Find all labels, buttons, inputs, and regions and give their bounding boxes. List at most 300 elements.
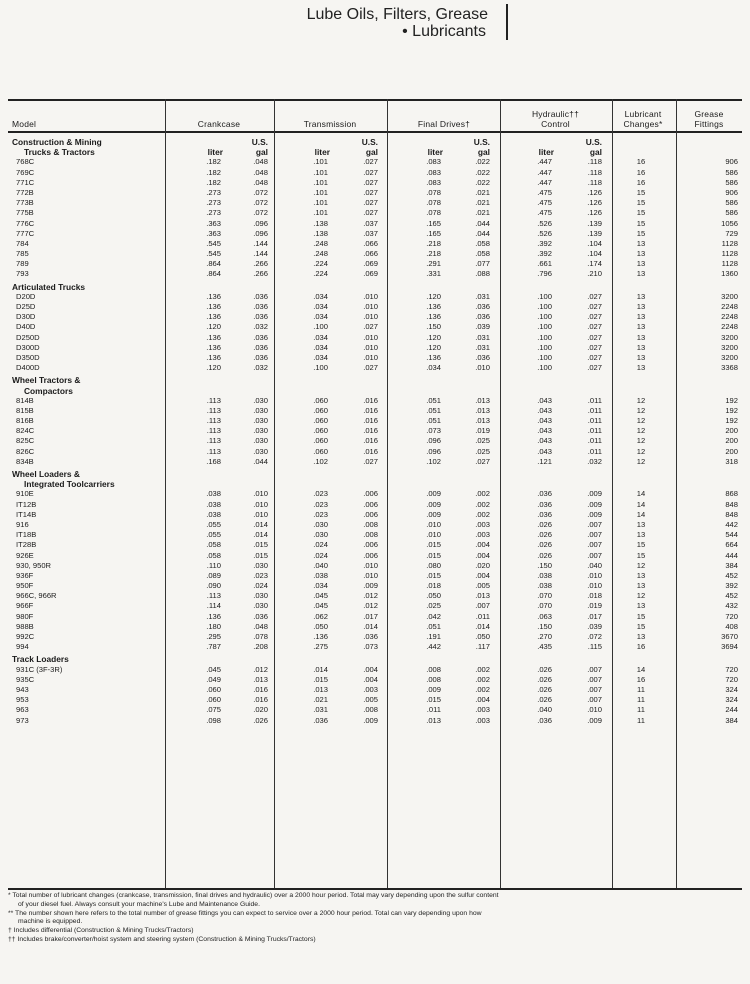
value-cell: .060 (313, 395, 328, 405)
page-header (240, 6, 488, 40)
value-cell: .037 (363, 218, 378, 228)
value-cell: 13 (636, 238, 646, 248)
model-cell: D300D (16, 342, 40, 352)
model-cell: 773B (16, 198, 34, 208)
value-cell: .019 (587, 601, 602, 611)
value-cell: .150 (426, 322, 441, 332)
value-cell: 14 (636, 489, 646, 499)
value-cell: .016 (363, 405, 378, 415)
value-cell: .126 (587, 198, 602, 208)
value-cell: .020 (253, 705, 268, 715)
value-cell: .016 (363, 416, 378, 426)
value-cell: .100 (313, 322, 328, 332)
value-cell: 13 (636, 312, 646, 322)
value-cell: .331 (426, 269, 441, 279)
value-cell: .034 (313, 342, 328, 352)
value-cell: .031 (313, 705, 328, 715)
value-cell: .100 (537, 291, 552, 301)
value-cell: 3670 (721, 632, 738, 641)
value-cell: .030 (253, 426, 268, 436)
value-cell: .136 (206, 342, 221, 352)
value-cell: .027 (363, 167, 378, 177)
value-cell: .126 (587, 187, 602, 197)
value-cell: .010 (587, 570, 602, 580)
value-cell: .098 (206, 715, 221, 725)
model-cell: 943 (16, 684, 29, 694)
value-cell: 192 (725, 416, 738, 426)
value-cell: .036 (253, 302, 268, 311)
value-cell: 3200 (721, 332, 738, 342)
table-row (8, 665, 742, 675)
value-cell: .036 (363, 632, 378, 641)
model-cell: 825C (16, 436, 35, 446)
model-cell: 936F (16, 570, 34, 580)
value-cell: 200 (725, 436, 738, 446)
model-cell: 793 (16, 269, 29, 279)
value-cell: 392 (725, 581, 738, 591)
section-title-text: Wheel Tractors & (12, 375, 81, 386)
table-row (8, 571, 742, 581)
value-cell: .009 (426, 489, 441, 499)
value-cell: .270 (537, 632, 552, 641)
value-cell: .083 (426, 177, 441, 187)
value-cell: .015 (313, 674, 328, 684)
value-cell: .015 (426, 695, 441, 705)
section-title (8, 147, 742, 157)
value-cell: .066 (363, 249, 378, 259)
value-cell: .006 (363, 499, 378, 509)
model-cell: 910E (16, 489, 34, 499)
value-cell: .096 (253, 218, 268, 228)
footnote: * Total number of lubricant changes (crankcase, transmission, final drives and hydraulic) over a 2000 hour period. Total may vary depending upon the sulfur content (8, 892, 499, 899)
value-cell: .070 (537, 601, 552, 611)
value-cell: .266 (253, 259, 268, 269)
unit-label: liter (207, 147, 223, 158)
value-cell: .080 (426, 560, 441, 570)
value-cell: .447 (537, 157, 552, 167)
value-cell: .165 (426, 228, 441, 238)
value-cell: .036 (537, 509, 552, 519)
value-cell: .044 (475, 218, 490, 228)
value-cell: 408 (725, 621, 738, 631)
value-cell: .030 (253, 560, 268, 570)
value-cell: .022 (475, 157, 490, 167)
value-cell: 318 (725, 456, 738, 466)
value-cell: .038 (537, 581, 552, 591)
value-cell: .010 (587, 581, 602, 591)
value-cell: .027 (475, 456, 490, 466)
lubricant-table (8, 99, 742, 728)
value-cell: .150 (537, 621, 552, 631)
value-cell: 12 (636, 560, 646, 570)
footnote-continuation: machine is equipped. (18, 918, 83, 926)
value-cell: .002 (475, 664, 490, 674)
value-cell: .026 (537, 684, 552, 694)
value-cell: .036 (253, 352, 268, 362)
value-cell: .003 (363, 684, 378, 694)
value-cell: 14 (636, 499, 646, 509)
value-cell: .003 (475, 519, 490, 529)
value-cell: .003 (475, 715, 490, 725)
value-cell: .126 (587, 208, 602, 218)
model-cell: 776C (16, 218, 35, 228)
value-cell: .006 (363, 550, 378, 560)
table-row (8, 642, 742, 652)
value-cell: 586 (725, 208, 738, 218)
value-cell: .018 (587, 591, 602, 601)
value-cell: .034 (313, 352, 328, 362)
value-cell: .180 (206, 621, 221, 631)
unit-label: U.S. (361, 137, 378, 147)
value-cell: .017 (363, 611, 378, 621)
value-cell: .036 (253, 332, 268, 342)
value-cell: 848 (725, 499, 738, 509)
value-cell: .010 (363, 570, 378, 580)
col-lubricant-changes: Lubricant Changes* (623, 109, 663, 129)
table-row (8, 259, 742, 269)
section-title-text: Compactors (24, 385, 73, 396)
value-cell: .210 (587, 269, 602, 279)
column-divider (500, 99, 501, 888)
value-cell: .110 (206, 560, 221, 570)
section-title (8, 469, 742, 479)
value-cell: .026 (537, 695, 552, 705)
value-cell: .021 (475, 208, 490, 218)
value-cell: .072 (253, 198, 268, 208)
value-cell: .002 (475, 499, 490, 509)
footnote: †† Includes brake/converter/hoist system and steering system (Construction & Mining Trucks/Tractors) (8, 935, 316, 943)
value-cell: 200 (725, 446, 738, 456)
value-cell: .060 (313, 405, 328, 415)
value-cell: .036 (475, 352, 490, 362)
value-cell: .015 (253, 540, 268, 550)
value-cell: .027 (363, 187, 378, 197)
value-cell: .083 (426, 157, 441, 167)
value-cell: .010 (363, 332, 378, 342)
value-cell: 13 (636, 249, 646, 259)
value-cell: .036 (253, 291, 268, 301)
value-cell: 3200 (721, 291, 738, 301)
value-cell: .039 (475, 322, 490, 332)
value-cell: .136 (313, 632, 328, 641)
value-cell: .096 (426, 436, 441, 446)
value-cell: 12 (636, 456, 646, 466)
table-row (8, 168, 742, 178)
value-cell: .012 (253, 664, 268, 674)
value-cell: .138 (313, 228, 328, 238)
value-cell: .008 (363, 519, 378, 529)
value-cell: .024 (253, 581, 268, 591)
value-cell: .030 (253, 591, 268, 601)
value-cell: .034 (313, 302, 328, 311)
value-cell: 12 (636, 446, 646, 456)
value-cell: .027 (587, 363, 602, 373)
model-cell: 784 (16, 238, 29, 248)
value-cell: .051 (426, 621, 441, 631)
value-cell: .010 (426, 530, 441, 540)
value-cell: .007 (587, 664, 602, 674)
value-cell: 192 (725, 405, 738, 415)
table-row (8, 208, 742, 218)
value-cell: .120 (426, 291, 441, 301)
column-divider (676, 99, 677, 888)
value-cell: .096 (253, 228, 268, 238)
value-cell: 12 (636, 436, 646, 446)
model-cell: D250D (16, 332, 40, 342)
value-cell: .275 (313, 642, 328, 652)
value-cell: .136 (206, 312, 221, 322)
model-cell: D30D (16, 312, 36, 322)
value-cell: .010 (426, 519, 441, 529)
value-cell: 15 (636, 208, 646, 218)
table-row (8, 157, 742, 167)
value-cell: .136 (206, 352, 221, 362)
value-cell: .026 (537, 664, 552, 674)
value-cell: .102 (426, 456, 441, 466)
table-row (8, 188, 742, 198)
value-cell: .030 (253, 395, 268, 405)
value-cell: .007 (587, 530, 602, 540)
value-cell: 15 (636, 621, 646, 631)
table-row (8, 675, 742, 685)
value-cell: .363 (206, 218, 221, 228)
model-cell: D350D (16, 352, 40, 362)
value-cell: .015 (426, 550, 441, 560)
value-cell: .392 (537, 249, 552, 259)
value-cell: 384 (725, 560, 738, 570)
value-cell: .030 (253, 416, 268, 426)
table-row (8, 716, 742, 726)
value-cell: .168 (206, 456, 221, 466)
value-cell: .010 (363, 302, 378, 311)
value-cell: .136 (426, 302, 441, 311)
value-cell: .101 (313, 198, 328, 208)
value-cell: .139 (587, 218, 602, 228)
model-cell: 966C, 966R (16, 591, 57, 601)
value-cell: .006 (363, 489, 378, 499)
value-cell: .224 (313, 259, 328, 269)
value-cell: .043 (537, 395, 552, 405)
value-cell: .545 (206, 249, 221, 259)
value-cell: .273 (206, 187, 221, 197)
value-cell: .027 (363, 363, 378, 373)
value-cell: .027 (587, 312, 602, 322)
value-cell: .032 (253, 322, 268, 332)
value-cell: 452 (725, 591, 738, 601)
value-cell: .018 (426, 581, 441, 591)
value-cell: .009 (363, 581, 378, 591)
table-row (8, 219, 742, 229)
value-cell: 432 (725, 601, 738, 611)
value-cell: .026 (537, 519, 552, 529)
value-cell: .526 (537, 228, 552, 238)
value-cell: .117 (475, 642, 490, 652)
value-cell: .025 (475, 436, 490, 446)
table-row (8, 249, 742, 259)
table-row (8, 406, 742, 416)
value-cell: .475 (537, 208, 552, 218)
model-cell: 953 (16, 695, 29, 705)
value-cell: .045 (313, 591, 328, 601)
value-cell: .030 (313, 519, 328, 529)
value-cell: 16 (636, 642, 646, 652)
table-row (8, 500, 742, 510)
value-cell: .062 (313, 611, 328, 621)
footnote: ** The number shown here refers to the total number of grease fittings you can expect to service over a 2000 hour period. Total can vary depending upon how (8, 909, 482, 917)
value-cell: 14 (636, 509, 646, 519)
table-row (8, 561, 742, 571)
value-cell: .030 (313, 530, 328, 540)
value-cell: .032 (253, 363, 268, 373)
value-cell: .016 (363, 446, 378, 456)
value-cell: .004 (475, 540, 490, 550)
value-cell: 1128 (721, 259, 738, 269)
table-row (8, 510, 742, 520)
value-cell: 720 (725, 611, 738, 621)
value-cell: .077 (475, 259, 490, 269)
value-cell: .073 (426, 426, 441, 436)
model-cell: 931C (3F-3R) (16, 664, 63, 674)
value-cell: .083 (426, 167, 441, 177)
model-cell: 816B (16, 416, 34, 426)
value-cell: 15 (636, 611, 646, 621)
value-cell: .005 (475, 581, 490, 591)
value-cell: .136 (206, 291, 221, 301)
value-cell: .014 (313, 664, 328, 674)
value-cell: .661 (537, 259, 552, 269)
value-cell: 12 (636, 426, 646, 436)
value-cell: .031 (475, 332, 490, 342)
value-cell: .101 (313, 208, 328, 218)
model-cell: 834B (16, 456, 34, 466)
model-cell: 824C (16, 426, 35, 436)
table-row (8, 632, 742, 642)
table-row (8, 312, 742, 322)
value-cell: .043 (537, 405, 552, 415)
value-cell: .005 (363, 695, 378, 705)
value-cell: .218 (426, 249, 441, 259)
value-cell: .043 (537, 416, 552, 426)
value-cell: .787 (206, 642, 221, 652)
value-cell: .075 (206, 705, 221, 715)
table-row (8, 333, 742, 343)
value-cell: .266 (253, 269, 268, 279)
value-cell: 13 (636, 352, 646, 362)
table-row (8, 343, 742, 353)
model-cell: 992C (16, 632, 35, 641)
table-row (8, 520, 742, 530)
value-cell: .475 (537, 198, 552, 208)
table-row (8, 591, 742, 601)
value-cell: 324 (725, 684, 738, 694)
value-cell: 11 (637, 695, 645, 705)
value-cell: .013 (475, 405, 490, 415)
value-cell: .101 (313, 187, 328, 197)
value-cell: .100 (537, 322, 552, 332)
value-cell: .864 (206, 269, 221, 279)
value-cell: .138 (313, 218, 328, 228)
table-row (8, 322, 742, 332)
value-cell: .104 (587, 249, 602, 259)
model-cell: 768C (16, 157, 35, 167)
value-cell: .007 (587, 695, 602, 705)
value-cell: .096 (426, 446, 441, 456)
value-cell: 12 (636, 416, 646, 426)
value-cell: .043 (537, 426, 552, 436)
value-cell: .113 (206, 426, 221, 436)
model-cell: 926E (16, 550, 34, 560)
model-cell: 772B (16, 187, 34, 197)
value-cell: 12 (636, 591, 646, 601)
value-cell: 720 (725, 674, 738, 684)
value-cell: .036 (313, 715, 328, 725)
value-cell: 11 (637, 684, 645, 694)
value-cell: 11 (637, 705, 645, 715)
value-cell: .118 (587, 167, 602, 177)
value-cell: .014 (363, 621, 378, 631)
value-cell: .004 (363, 674, 378, 684)
section-title (8, 282, 742, 292)
table-row (8, 353, 742, 363)
value-cell: .044 (475, 228, 490, 238)
value-cell: .273 (206, 198, 221, 208)
value-cell: .027 (587, 322, 602, 332)
value-cell: .036 (253, 342, 268, 352)
section-title-text: Construction & Mining (12, 137, 102, 147)
unit-label: U.S. (473, 137, 490, 147)
value-cell: .120 (426, 342, 441, 352)
value-cell: .045 (206, 664, 221, 674)
value-cell: .050 (426, 591, 441, 601)
value-cell: .072 (587, 632, 602, 641)
value-cell: .015 (253, 550, 268, 560)
value-cell: .009 (587, 489, 602, 499)
value-cell: 15 (636, 187, 646, 197)
value-cell: .026 (537, 550, 552, 560)
value-cell: 16 (636, 177, 646, 187)
column-divider (612, 99, 613, 888)
value-cell: 13 (636, 332, 646, 342)
value-cell: .036 (475, 302, 490, 311)
value-cell: 452 (725, 570, 738, 580)
value-cell: .058 (206, 540, 221, 550)
section-title-text: Trucks & Tractors (24, 147, 95, 158)
value-cell: .043 (537, 436, 552, 446)
value-cell: .447 (537, 177, 552, 187)
value-cell: .136 (206, 611, 221, 621)
value-cell: .022 (475, 177, 490, 187)
value-cell: .008 (426, 674, 441, 684)
table-row (8, 685, 742, 695)
value-cell: 906 (725, 157, 738, 167)
value-cell: .024 (313, 550, 328, 560)
value-cell: .022 (475, 167, 490, 177)
table-bottom-rule (8, 888, 742, 890)
value-cell: .021 (313, 695, 328, 705)
table-row (8, 426, 742, 436)
value-cell: .015 (426, 570, 441, 580)
value-cell: .113 (206, 405, 221, 415)
value-cell: 1128 (721, 238, 738, 248)
value-cell: .058 (475, 238, 490, 248)
value-cell: 15 (636, 218, 646, 228)
value-cell: .100 (537, 352, 552, 362)
value-cell: .007 (587, 519, 602, 529)
section-title-text: Wheel Loaders & (12, 469, 80, 479)
value-cell: 16 (636, 167, 646, 177)
value-cell: .034 (426, 363, 441, 373)
value-cell: .545 (206, 238, 221, 248)
